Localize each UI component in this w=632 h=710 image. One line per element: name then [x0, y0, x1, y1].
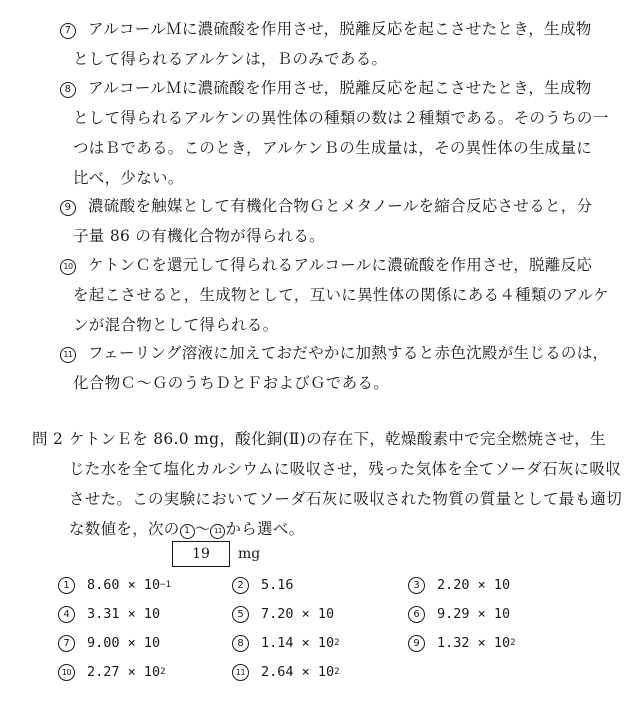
circled-number: 11 — [210, 524, 225, 539]
circled-number: 5 — [232, 606, 249, 623]
circled-number: 10 — [60, 259, 76, 275]
statement-text: 化合物Ｃ～ＧのうちＤとＦおよびＧである。 — [73, 374, 390, 392]
statement-line — [60, 73, 612, 103]
answer-box[interactable]: 19 — [172, 541, 230, 567]
statement-text: ンが混合物として得られる。 — [73, 316, 279, 334]
choice-5[interactable] — [232, 600, 334, 628]
choice-exponent: 2 — [160, 667, 166, 677]
circled-number: 2 — [232, 577, 249, 594]
choice-10[interactable] — [58, 658, 166, 686]
statement-text: 比べ，少ない。 — [73, 169, 184, 187]
choice-exponent: 2 — [334, 667, 340, 677]
circled-number: 1 — [180, 524, 195, 539]
choice-exponent: 2 — [334, 638, 340, 648]
statement-7 — [60, 14, 612, 74]
statement-10 — [60, 250, 612, 340]
statement-text: アルコールＭに濃硫酸を作用させ，脱離反応を起こさせたとき，生成物 — [88, 20, 592, 38]
answer-unit: mg — [238, 546, 261, 562]
choice-value: 1.14 × 10 — [261, 635, 335, 651]
choice-exponent: −1 — [160, 580, 171, 590]
question-text: な数値を，次の — [69, 520, 180, 538]
statement-8 — [60, 73, 612, 193]
circled-number: 10 — [58, 664, 75, 681]
circled-number: 4 — [58, 606, 75, 623]
choice-value: 8.60 × 10 — [87, 577, 161, 593]
range-separator: ～ — [194, 520, 211, 538]
question-text: させた。この実験においてソーダ石灰に吸収された物質の質量として最も適切 — [69, 490, 623, 508]
question-2 — [32, 424, 623, 544]
answer-row — [172, 540, 260, 568]
circled-number: 9 — [408, 635, 425, 652]
choice-6[interactable] — [408, 600, 510, 628]
statement-text: ケトンＣを還元して得られるアルコールに濃硫酸を作用させ，脱離反応 — [88, 256, 593, 274]
choice-7[interactable] — [58, 629, 160, 657]
statement-text: 子量 86 の有機化合物が得られる。 — [73, 227, 325, 245]
choice-3[interactable] — [408, 571, 510, 599]
statement-text: フェーリング溶液に加えておだやかに加熱すると赤色沈殿が生じるのは， — [88, 344, 609, 362]
choice-value: 2.64 × 10 — [261, 664, 335, 680]
statement-text: つはＢである。このとき，アルケンＢの生成量は，その異性体の生成量に — [73, 139, 593, 157]
question-label: 問 2 — [32, 430, 64, 448]
choice-4[interactable] — [58, 600, 160, 628]
statement-text: アルコールＭに濃硫酸を作用させ，脱離反応を起こさせたとき，生成物 — [88, 79, 592, 97]
circled-number: 3 — [408, 577, 425, 594]
choice-value: 2.27 × 10 — [87, 664, 161, 680]
choice-8[interactable] — [232, 629, 340, 657]
circled-number: 7 — [58, 635, 75, 652]
statement-text: として得られるアルケンは，Ｂのみである。 — [73, 50, 388, 68]
statement-line — [60, 338, 612, 368]
statement-text: を起こさせると，生成物として，互いに異性体の関係にある４種類のアルケ — [73, 286, 609, 304]
question-text: じた水を全て塩化カルシウムに吸収させ，残った気体を全てソーダ石灰に吸収 — [69, 460, 621, 478]
circled-number: 11 — [232, 664, 249, 681]
circled-number: 11 — [60, 347, 76, 363]
circled-number: 8 — [232, 635, 249, 652]
statement-line — [60, 14, 612, 44]
question-text: ケトンＥを 86.0 mg，酸化銅(Ⅱ)の存在下，乾燥酸素中で完全燃焼させ，生 — [69, 430, 606, 448]
choice-1[interactable] — [58, 571, 171, 599]
question-line — [32, 514, 612, 544]
circled-number: 7 — [60, 23, 76, 39]
statement-text: 濃硫酸を触媒として有機化合物Ｇとメタノールを縮合反応させると，分 — [88, 197, 593, 215]
statement-line — [60, 191, 612, 221]
choice-value: 9.29 × 10 — [437, 606, 511, 622]
statement-9 — [60, 191, 612, 251]
circled-number: 9 — [60, 200, 76, 216]
statement-text: として得られるアルケンの異性体の種類の数は２種類である。そのうちの一 — [73, 109, 609, 127]
choice-exponent: 2 — [510, 638, 516, 648]
circled-number: 1 — [58, 577, 75, 594]
choice-2[interactable] — [232, 571, 294, 599]
question-line — [32, 424, 612, 454]
statement-line — [60, 250, 612, 280]
choice-11[interactable] — [232, 658, 340, 686]
choice-value: 2.20 × 10 — [437, 577, 511, 593]
circled-number: 6 — [408, 606, 425, 623]
choice-value: 9.00 × 10 — [87, 635, 161, 651]
choice-value: 7.20 × 10 — [261, 606, 335, 622]
choice-value: 5.16 — [261, 577, 294, 593]
choice-value: 3.31 × 10 — [87, 606, 161, 622]
circled-number: 8 — [60, 82, 76, 98]
statement-11 — [60, 338, 612, 398]
choice-9[interactable] — [408, 629, 516, 657]
question-text: から選べ。 — [225, 520, 305, 538]
choice-value: 1.32 × 10 — [437, 635, 511, 651]
